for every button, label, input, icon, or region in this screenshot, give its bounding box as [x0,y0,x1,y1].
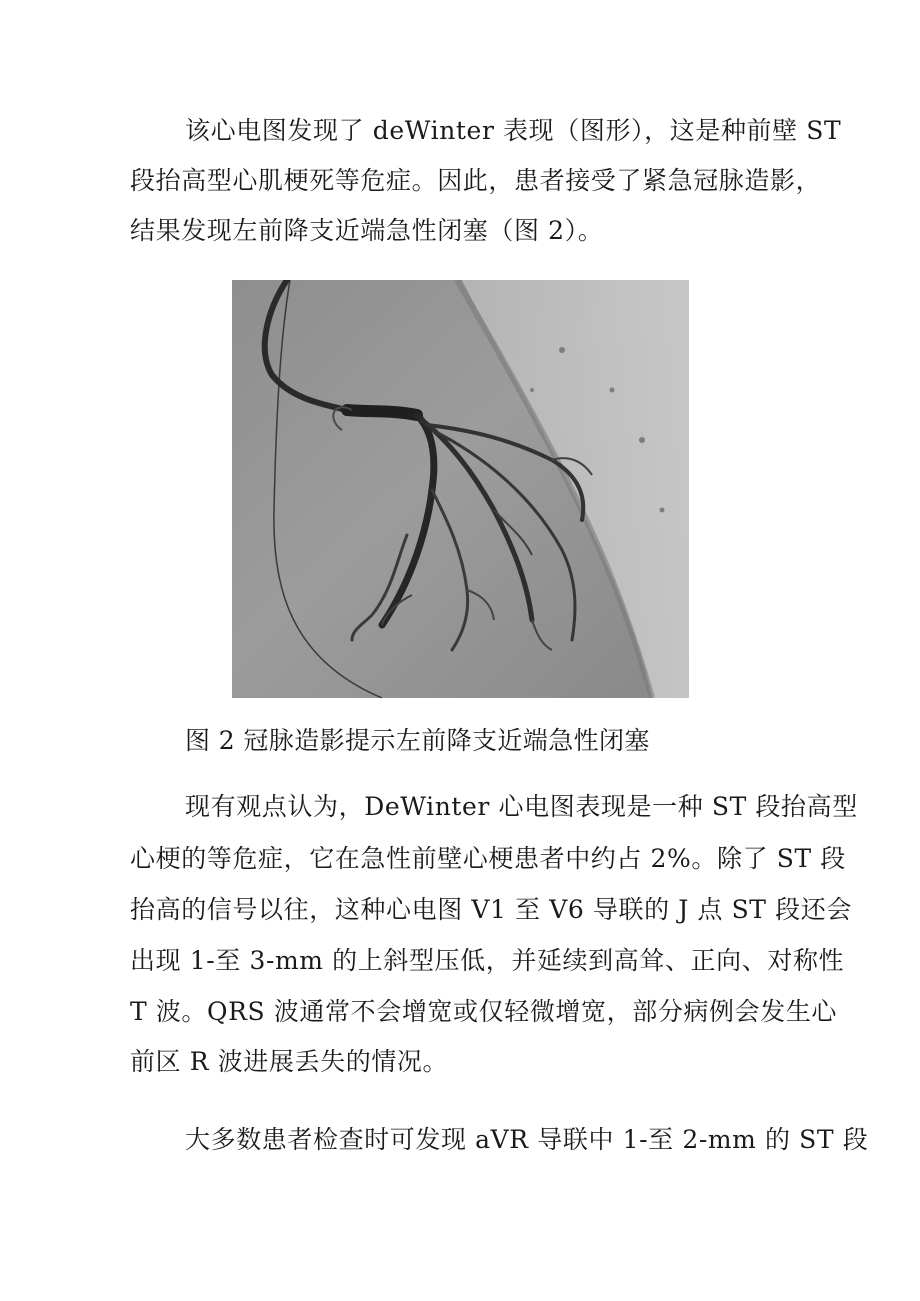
paragraph2-line-2: 心梗的等危症，它在急性前壁心梗患者中约占 2%。除了 ST 段 [130,844,846,873]
paragraph2-line-5: T 波。QRS 波通常不会增宽或仅轻微增宽，部分病例会发生心 [130,997,838,1026]
paragraph2-line-6: 前区 R 波进展丢失的情况。 [130,1047,449,1076]
paragraph2-line-3: 抬高的信号以往，这种心电图 V1 至 V6 导联的 J 点 ST 段还会 [130,895,852,924]
paragraph2-line-4: 出现 1-至 3-mm 的上斜型压低，并延续到高耸、正向、对称性 [130,946,845,975]
paragraph1-line-2: 段抬高型心肌梗死等危症。因此，患者接受了紧急冠脉造影， [130,166,822,195]
paragraph1-line-3: 结果发现左前降支近端急性闭塞（图 2）。 [130,216,604,245]
paragraph2-line-1: 现有观点认为，DeWinter 心电图表现是一种 ST 段抬高型 [185,792,858,821]
angiography-image [232,280,689,698]
figure-caption: 图 2 冠脉造影提示左前降支近端急性闭塞 [185,726,650,755]
paragraph1-line-1: 该心电图发现了 deWinter 表现（图形），这是种前壁 ST [185,116,842,145]
paragraph3-line-1: 大多数患者检查时可发现 aVR 导联中 1-至 2-mm 的 ST 段 [185,1125,869,1154]
